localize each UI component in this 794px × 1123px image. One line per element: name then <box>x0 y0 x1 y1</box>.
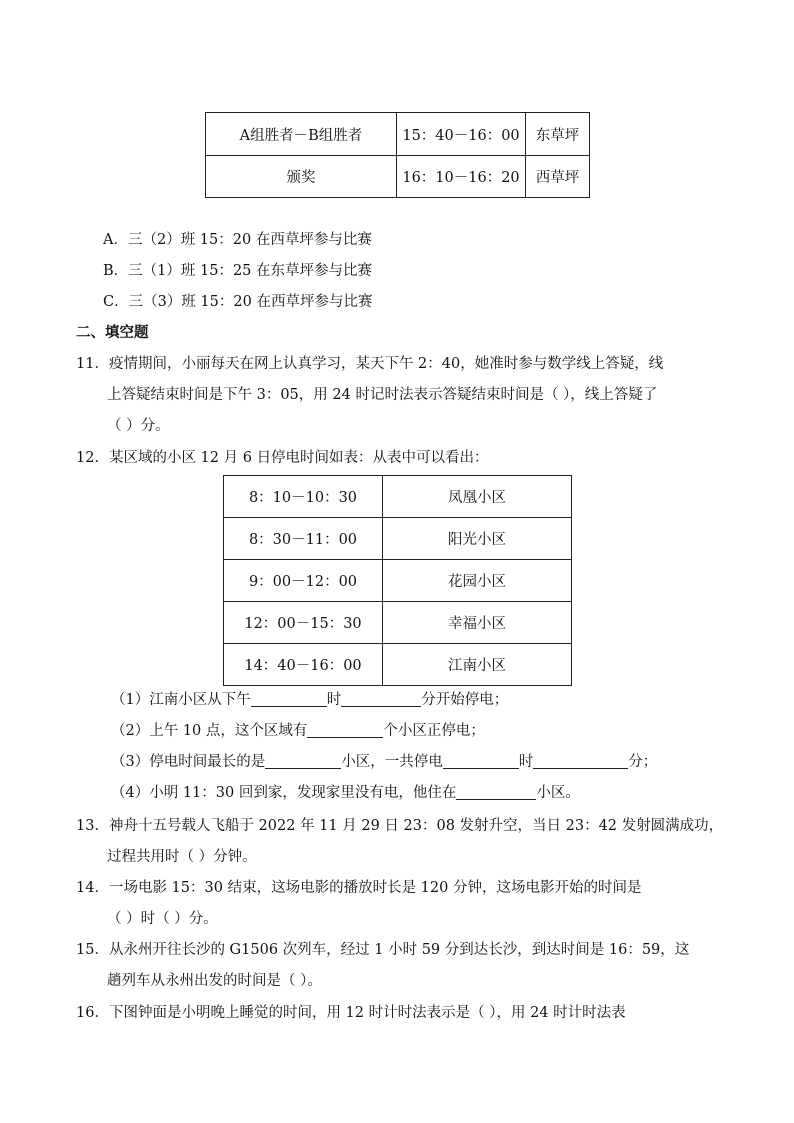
sub-text: 时 <box>518 754 534 770</box>
table-row <box>206 156 590 198</box>
sub-text: （3）停电时间最长的是 <box>111 754 266 770</box>
question-11-line1: 11．疫情期间，小丽每天在网上认真学习，某天下午 2：40，她准时参与数学线上答疑，线 <box>76 356 664 372</box>
sub-text: 个小区正停电； <box>383 723 485 739</box>
table-cell: 14：40－16：00 <box>224 644 383 686</box>
question-11-line3: （ ）分。 <box>107 418 170 434</box>
option-b: B．三（1）班 15：25 在东草坪参与比赛 <box>103 263 372 279</box>
option-a: A．三（2）班 15：20 在西草坪参与比赛 <box>103 232 372 248</box>
answer-blank[interactable] <box>341 690 421 707</box>
match-schedule-table <box>205 112 590 198</box>
table-cell: 9：00－12：00 <box>224 560 383 602</box>
table-cell: 凤凰小区 <box>383 476 572 518</box>
sub-text: 分； <box>628 754 658 770</box>
table-row <box>224 644 572 686</box>
question-16-line1: 16．下图钟面是小明晚上睡觉的时间，用 12 时计时法表示是（ ），用 24 时计时法表 <box>76 1005 626 1021</box>
table-cell: 颁奖 <box>206 156 397 198</box>
sub-text: 小区。 <box>536 785 580 801</box>
sub-text: 时 <box>326 692 342 708</box>
sub-text: 小区，一共停电 <box>341 754 443 770</box>
table-cell: 8：10－10：30 <box>224 476 383 518</box>
table-cell: 西草坪 <box>526 156 590 198</box>
question-13-line1: 13．神舟十五号载人飞船于 2022 年 11 月 29 日 23：08 发射升空，当日 23：42 发射圆满成功， <box>76 818 724 834</box>
question-12-sub1 <box>111 688 508 709</box>
table-row <box>224 476 572 518</box>
table-cell: 幸福小区 <box>383 602 572 644</box>
sub-text: 分开始停电； <box>421 692 509 708</box>
answer-blank[interactable] <box>533 752 628 769</box>
question-14-line2: （ ）时（ ）分。 <box>107 911 218 927</box>
question-13-line2: 过程共用时（ ）分钟。 <box>107 849 257 865</box>
sub-text: （4）小明 11：30 回到家，发现家里没有电，他住在 <box>111 785 457 801</box>
table-row <box>224 560 572 602</box>
question-12-stem: 12．某区域的小区 12 月 6 日停电时间如表：从表中可以看出： <box>76 450 489 466</box>
question-11-line2: 上答疑结束时间是下午 3：05，用 24 时记时法表示答疑结束时间是（ ），线上答疑了 <box>107 387 658 403</box>
table-cell: 阳光小区 <box>383 518 572 560</box>
table-cell: 江南小区 <box>383 644 572 686</box>
power-outage-table <box>223 475 572 686</box>
question-12-sub3 <box>111 750 657 771</box>
table-row <box>224 518 572 560</box>
table-row <box>224 602 572 644</box>
question-14-line1: 14．一场电影 15：30 结束，这场电影的播放时长是 120 分钟，这场电影开始的时间是 <box>76 880 642 896</box>
sub-text: （2）上午 10 点，这个区域有 <box>111 723 308 739</box>
sub-text: （1）江南小区从下午 <box>111 692 251 708</box>
section-title: 二、填空题 <box>76 324 149 341</box>
table-cell: 16：10－16：20 <box>397 156 526 198</box>
answer-blank[interactable] <box>251 690 327 707</box>
table-row <box>206 113 590 156</box>
table-cell: 15：40－16：00 <box>397 113 526 156</box>
answer-blank[interactable] <box>456 783 536 800</box>
question-12-sub2 <box>111 719 485 740</box>
option-c: C．三（3）班 15：20 在西草坪参与比赛 <box>103 294 373 310</box>
table-cell: 8：30－11：00 <box>224 518 383 560</box>
question-15-line1: 15．从永州开往长沙的 G1506 次列车，经过 1 小时 59 分到达长沙，到达时间是 16：59，这 <box>76 942 690 958</box>
answer-blank[interactable] <box>265 752 341 769</box>
question-12-sub4 <box>111 781 580 802</box>
question-15-line2: 趟列车从永州出发的时间是（ ）。 <box>107 973 322 989</box>
table-cell: A组胜者－B组胜者 <box>206 113 397 156</box>
table-cell: 东草坪 <box>526 113 590 156</box>
table-cell: 花园小区 <box>383 560 572 602</box>
table-cell: 12：00－15：30 <box>224 602 383 644</box>
answer-blank[interactable] <box>307 721 383 738</box>
answer-blank[interactable] <box>443 752 519 769</box>
